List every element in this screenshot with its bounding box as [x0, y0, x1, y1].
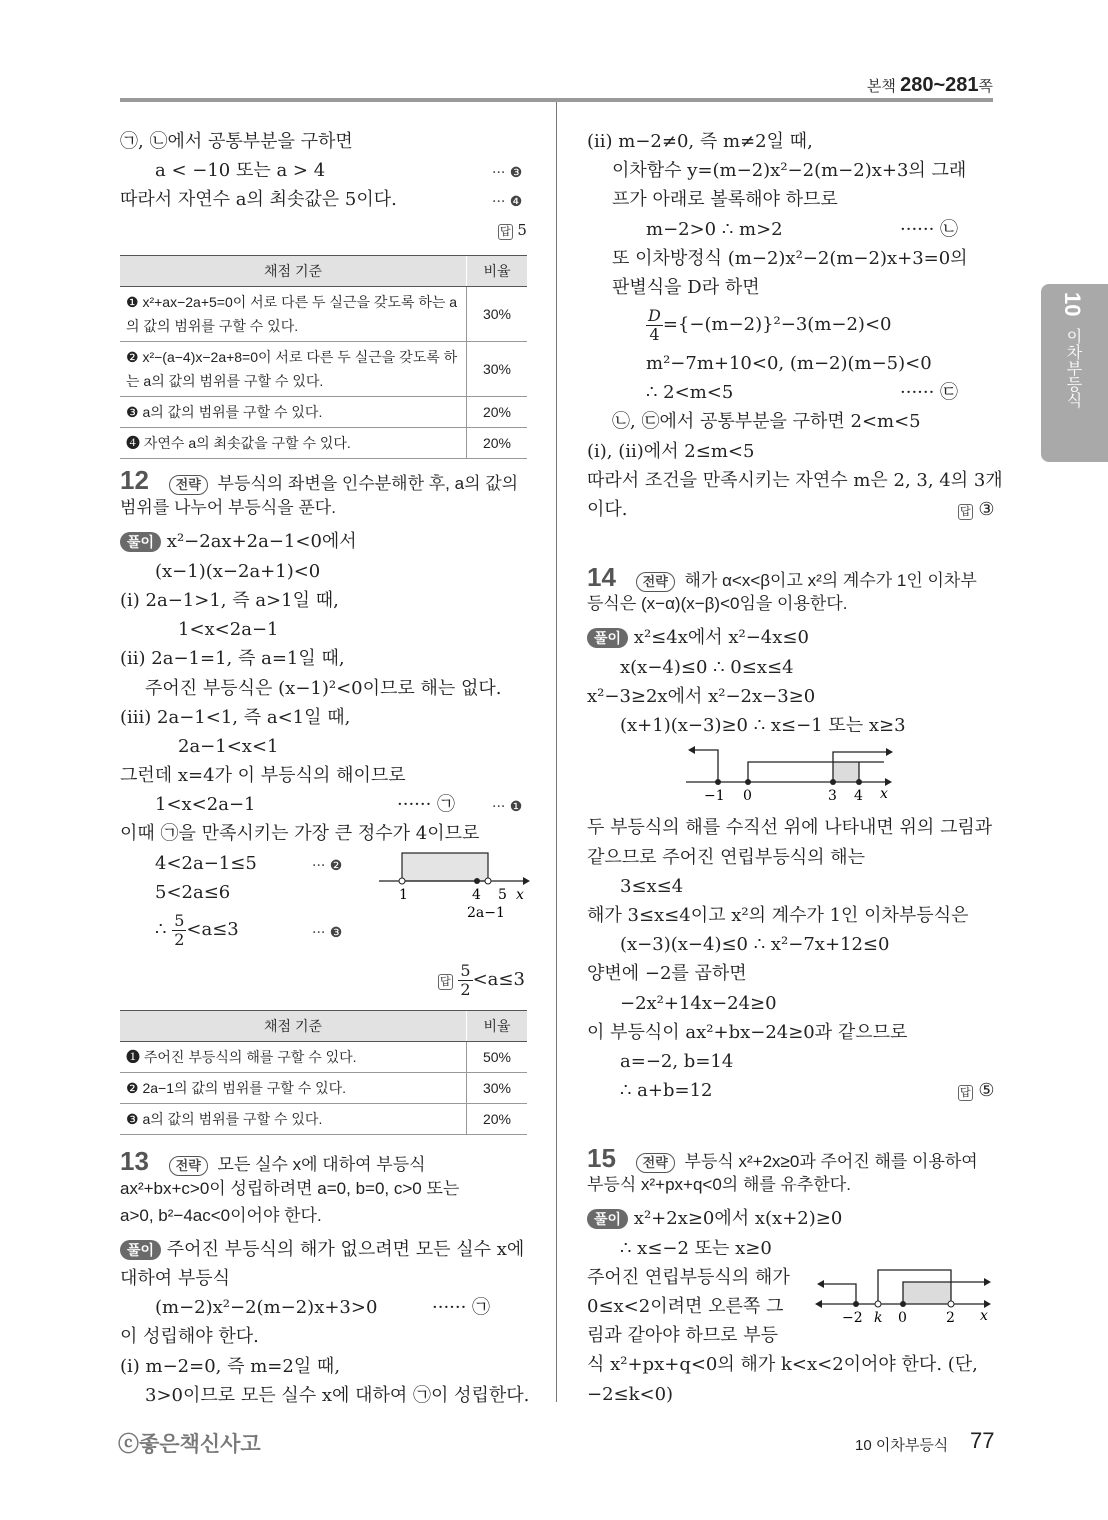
- condition-tag: ······ ㉢: [900, 382, 959, 403]
- table-header: 비율: [467, 256, 528, 287]
- solution-line: 3≤x≤4: [620, 876, 684, 897]
- axis-label: x: [516, 887, 524, 903]
- tick-label: 4: [854, 788, 863, 804]
- condition-tag: ······ ㉡: [900, 219, 959, 240]
- strategy-text: ax²+bx+c>0이 성립하려면 a=0, b=0, c>0 또는: [120, 1179, 460, 1198]
- solution-line: −2x²+14x−24≥0: [620, 993, 777, 1014]
- text-line: ㉡, ㉢에서 공통부분을 구하면 2<m<5: [612, 411, 921, 432]
- strategy-text: 부등식 x²+px+q<0의 해를 유추한다.: [587, 1175, 851, 1194]
- tick-label: 2a−1: [467, 905, 505, 921]
- solution-line: 대하여 부등식: [120, 1268, 231, 1289]
- solution-pill: 풀이: [587, 628, 628, 648]
- chapter-side-tab[interactable]: [1041, 284, 1108, 462]
- solution-line: 풀이 주어진 부등식의 해가 없으려면 모든 실수 x에: [120, 1238, 524, 1262]
- solution-line: 같으므로 주어진 연립부등식의 해는: [587, 847, 865, 868]
- solution-line: (x−1)(x−2a+1)<0: [155, 561, 321, 582]
- text-line: m−2>0 ∴ m>2: [646, 219, 783, 240]
- solution-pill: 풀이: [120, 532, 161, 552]
- question-number: 15: [587, 1143, 616, 1173]
- solution-line: (m−2)x²−2(m−2)x+3>0: [155, 1297, 378, 1318]
- text-line: $\frac{D}{4}$ ={−(m−2)}²−3(m−2)<0: [648, 305, 892, 344]
- chapter-title: 이차부등식: [1064, 328, 1081, 408]
- solution-pill: 풀이: [120, 1240, 161, 1260]
- text-line: ∴ 2<m<5: [646, 382, 734, 403]
- fraction: $\frac{5}{2}$: [174, 910, 185, 949]
- step-marker: ··· ❷: [312, 858, 343, 874]
- solution-region: [833, 762, 859, 782]
- arrow-head: [523, 877, 530, 885]
- page-reference: 본책 280~281쪽: [866, 74, 993, 96]
- open-point: [399, 878, 405, 884]
- answer-badge: 답: [440, 976, 451, 988]
- solution-line: 풀이 x²−2ax+2a−1<0에서: [120, 530, 357, 554]
- arrow-head: [984, 1300, 991, 1308]
- step-marker: ··· ❸: [492, 165, 523, 181]
- tick-label: −2: [842, 1310, 863, 1326]
- open-point: [485, 878, 491, 884]
- axis-label: x: [980, 1308, 988, 1324]
- solution-line: 이때 ㉠을 만족시키는 가장 큰 정수가 4이므로: [120, 823, 480, 844]
- axis-label: x: [880, 786, 888, 802]
- solution-line: (ⅱ) 2a−1=1, 즉 a=1일 때,: [120, 648, 345, 669]
- publisher-logo: ⓒ좋은책신사고: [118, 1433, 261, 1456]
- solution-line: (x−3)(x−4)≤0 ∴ x²−7x+12≤0: [620, 934, 890, 955]
- answer: 답 5: [500, 221, 527, 239]
- question-number: 13: [120, 1146, 149, 1176]
- solution-line: x(x−4)≤0 ∴ 0≤x≤4: [620, 657, 794, 678]
- q14-heading: 14 전략 해가 α<x<β이고 x²의 계수가 1인 이차부: [587, 562, 977, 592]
- solution-line: 3>0이므로 모든 실수 x에 대하여 ㉠이 성립한다.: [145, 1385, 530, 1406]
- answer: 답 ⑤: [960, 1080, 995, 1101]
- table-row: ❹ 자연수 a의 최솟값을 구할 수 있다. 20%: [120, 428, 527, 459]
- page-number: 77: [970, 1428, 995, 1453]
- strategy-tag: 전략: [636, 1153, 675, 1173]
- solution-line: x²−3≥2x에서 x²−2x−3≥0: [587, 686, 816, 707]
- q13-heading: 13 전략 모든 실수 x에 대하여 부등식: [120, 1146, 426, 1176]
- solution-line: (x+1)(x−3)≥0 ∴ x≤−1 또는 x≥3: [620, 715, 906, 736]
- table-row: ❷ x²−(a−4)x−2a+8=0이 서로 다른 두 실근을 갖도록 하는 a의 값의 범위를 구할 수 있다. 30%: [120, 342, 527, 397]
- table-row: ❸ a의 값의 범위를 구할 수 있다. 20%: [120, 1104, 527, 1135]
- question-number: 14: [587, 562, 616, 592]
- fraction: $\frac{5}{2}$: [460, 960, 471, 999]
- solution-line: 0≤x<2이려면 오른쪽 그: [587, 1296, 784, 1317]
- number-line-q14: [682, 742, 897, 804]
- solution-line: 풀이 x²≤4x에서 x²−4x≤0: [587, 626, 809, 650]
- solution-line: 림과 같아야 하므로 부등: [587, 1325, 779, 1346]
- step-marker: ··· ❶: [492, 799, 523, 815]
- tick-label: 0: [898, 1310, 907, 1326]
- text-line: (ⅰ), (ⅱ)에서 2≤m<5: [587, 441, 755, 462]
- solution-line: 해가 3≤x≤4이고 x²의 계수가 1인 이차부등식은: [587, 905, 969, 926]
- text-line: 또 이차방정식 (m−2)x²−2(m−2)x+3=0의: [612, 248, 968, 269]
- solution-line: (ⅲ) 2a−1<1, 즉 a<1일 때,: [120, 707, 351, 728]
- tick-label: 2: [946, 1310, 955, 1326]
- strategy-text: 범위를 나누어 부등식을 푼다.: [120, 498, 336, 517]
- text-line: 프가 아래로 볼록해야 하므로: [612, 189, 838, 210]
- solution-line: 그런데 x=4가 이 부등식의 해이므로: [120, 765, 406, 786]
- question-number: 12: [120, 465, 149, 495]
- solution-line: 1<x<2a−1: [155, 794, 256, 815]
- text-line: ㉠, ㉡에서 공통부분을 구하면: [120, 131, 353, 152]
- solution-line: 이 부등식이 ax²+bx−24≥0과 같으므로: [587, 1022, 908, 1043]
- solution-line: 주어진 부등식은 (x−1)²<0이므로 해는 없다.: [145, 678, 502, 699]
- interval-bracket: [824, 1284, 856, 1304]
- table-header: 채점 기준: [120, 1011, 467, 1042]
- answer: 답 ③: [960, 499, 995, 520]
- step-marker: ··· ❹: [492, 194, 523, 210]
- text-line: 따라서 자연수 a의 최솟값은 5이다.: [120, 189, 397, 210]
- table-header: 채점 기준: [120, 256, 467, 287]
- text-line: 이다.: [587, 499, 628, 520]
- strategy-tag: 전략: [169, 1156, 208, 1176]
- solution-line: 두 부등식의 해를 수직선 위에 나타내면 위의 그림과: [587, 817, 993, 838]
- table-row: ❸ a의 값의 범위를 구할 수 있다. 20%: [120, 397, 527, 428]
- text-line: a < −10 또는 a > 4: [155, 160, 326, 181]
- closed-point: [474, 878, 480, 884]
- solution-line: −2≤k<0): [587, 1384, 674, 1405]
- tick-label: 4: [472, 887, 481, 903]
- solution-line: 식 x²+px+q<0의 해가 k<x<2이어야 한다. (단,: [587, 1354, 978, 1375]
- solution-line: 주어진 연립부등식의 해가: [587, 1267, 790, 1288]
- column-divider: [556, 102, 557, 1402]
- table-header: 비율: [467, 1011, 528, 1042]
- table-row: ❷ 2a−1의 값의 범위를 구할 수 있다. 30%: [120, 1073, 527, 1104]
- q15-heading: 15 전략 부등식 x²+2x≥0과 주어진 해를 이용하여: [587, 1143, 978, 1173]
- table-row: ❶ x²+ax−2a+5=0이 서로 다른 두 실근을 갖도록 하는 a의 값의 범위를 구할 수 있다. 30%: [120, 287, 527, 342]
- solution-line: 양변에 −2를 곱하면: [587, 963, 747, 984]
- grading-table-1: [120, 255, 527, 459]
- tick-label: 3: [828, 788, 837, 804]
- solution-line: 5<2a≤6: [155, 882, 231, 903]
- solution-region: [903, 1282, 951, 1304]
- answer-badge: 답: [500, 226, 511, 238]
- solution-line: 2a−1<x<1: [178, 736, 279, 757]
- fraction: $\frac{D}{4}$: [648, 305, 661, 344]
- solution-line: ∴ a+b=12: [620, 1080, 713, 1101]
- answer-badge: 답: [960, 1087, 971, 1099]
- solution-line: 4<2a−1≤5: [155, 853, 257, 874]
- tick-label: k: [874, 1310, 883, 1326]
- condition-tag: ······ ㉠: [397, 794, 456, 815]
- strategy-tag: 전략: [169, 475, 208, 495]
- text-line: (ⅱ) m−2≠0, 즉 m≠2일 때,: [587, 131, 813, 152]
- text-line: 따라서 조건을 만족시키는 자연수 m은 2, 3, 4의 3개: [587, 470, 1003, 491]
- solution-region: [402, 853, 488, 881]
- chapter-number: 10: [1060, 292, 1085, 317]
- strategy-tag: 전략: [636, 572, 675, 592]
- tick-label: 5: [498, 887, 507, 903]
- text-line: m²−7m+10<0, (m−2)(m−5)<0: [646, 353, 932, 374]
- solution-line: a=−2, b=14: [620, 1051, 734, 1072]
- text-line: 이차함수 y=(m−2)x²−2(m−2)x+3의 그래: [612, 160, 967, 181]
- q12-heading: 12 전략 부등식의 좌변을 인수분해한 후, a의 값의: [120, 465, 519, 495]
- tick-label: −1: [704, 788, 725, 804]
- interval-bracket: [694, 750, 718, 782]
- arrow-head: [885, 778, 892, 786]
- answer-badge: 답: [960, 506, 971, 518]
- solution-line: 1<x<2a−1: [178, 619, 279, 640]
- tick-label: 0: [743, 788, 752, 804]
- grading-table-2: [120, 1010, 527, 1135]
- text-line: 판별식을 D라 하면: [612, 277, 760, 298]
- solution-pill: 풀이: [587, 1209, 628, 1229]
- solution-line: 풀이 x²+2x≥0에서 x(x+2)≥0: [587, 1207, 842, 1231]
- solution-line: ∴ $\frac{5}{2}$ <a≤3: [155, 910, 239, 949]
- strategy-text: a>0, b²−4ac<0이어야 한다.: [120, 1206, 322, 1225]
- solution-line: (ⅰ) m−2=0, 즉 m=2일 때,: [120, 1356, 341, 1377]
- number-line-q12: [375, 845, 530, 925]
- step-marker: ··· ❸: [312, 925, 343, 941]
- interval-bracket: [748, 762, 884, 782]
- condition-tag: ······ ㉠: [432, 1297, 491, 1318]
- answer: 답 $\frac{5}{2}$ <a≤3: [440, 960, 525, 999]
- solution-line: 이 성립해야 한다.: [120, 1326, 259, 1347]
- number-line-q15: [812, 1264, 996, 1330]
- strategy-text: 등식은 (x−α)(x−β)<0임을 이용한다.: [587, 594, 848, 613]
- solution-line: ∴ x≤−2 또는 x≥0: [620, 1238, 772, 1259]
- table-row: ❶ 주어진 부등식의 해를 구할 수 있다. 50%: [120, 1042, 527, 1073]
- solution-line: (ⅰ) 2a−1>1, 즉 a>1일 때,: [120, 590, 339, 611]
- tick-label: 1: [399, 887, 408, 903]
- footer-chapter: 10 이차부등식: [855, 1437, 949, 1454]
